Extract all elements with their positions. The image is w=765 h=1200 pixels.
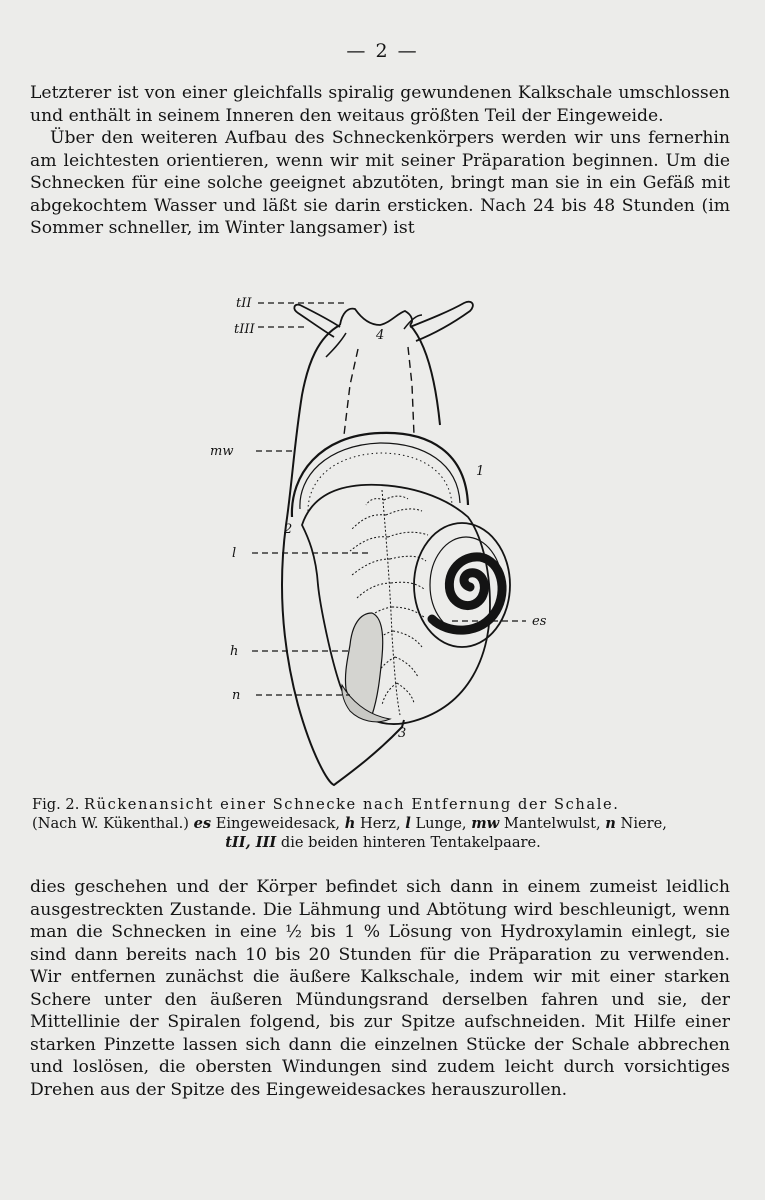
tentacle-upper-right — [410, 302, 473, 341]
caption-text-t: die beiden hinteren Tentakelpaare. — [280, 834, 541, 851]
snail-figure — [200, 285, 560, 790]
paragraph: Letzterer ist von einer gleichfalls spiralig gewundenen Kalkschale umschlossen und enthält in seinem Inneren den weitaus größten Teil der Eingeweide. — [30, 83, 730, 126]
snail-head-right — [410, 325, 440, 425]
midline-dashed — [344, 349, 358, 435]
tentacle-lower-right — [404, 315, 422, 329]
caption-source: (Nach W. Kükenthal.) — [32, 815, 189, 832]
caption-text-n: Niere, — [620, 815, 667, 832]
caption-key-mw: mw — [471, 815, 500, 832]
label-l: l — [232, 546, 237, 561]
shell-spiral — [432, 557, 502, 630]
caption-line-2 — [32, 814, 734, 833]
label-es: es — [532, 614, 547, 629]
paragraph: dies geschehen und der Körper befindet sich dann in einem zumeist leidlich ausgestreckten Zustande. Die Lähmung und Abtötung wird beschleunigt, wenn man die Schnecken in eine ½ bis 1 % Lösung von Hydroxylamin einlegt, sie sind dann bereits nach 10 bis 20 Stunden für die Präparation zu verwenden. Wir entfernen zunächst die äußere Kalkschale, indem wir mit einer starken Schere unter den äußeren Mündungsrand derselben fahren und sie, der Mittellinie der Spiralen folgend, bis zur Spitze aufschneiden. Mit Hilfe einer starken Pinzette lassen sich dann die einzelnen Stücke der Schale abbrechen und loslösen, die obersten Windungen sind zudem leicht durch vorsichtiges Drehen aus der Spitze des Eingeweidesackes herauszurollen. — [30, 877, 730, 1100]
caption-key-h: h — [344, 815, 356, 832]
label-t3: tIII — [234, 322, 255, 337]
caption-key-es: es — [193, 815, 212, 832]
snail-body-outline — [282, 325, 407, 785]
snail-illustration — [200, 285, 560, 790]
label-4: 4 — [376, 328, 385, 343]
label-t2: tII — [236, 296, 252, 311]
tentacle-upper-left — [294, 305, 340, 337]
page-number: — 2 — — [346, 40, 419, 62]
label-h: h — [230, 644, 239, 659]
caption-line-1 — [32, 795, 734, 814]
mantle-rim — [292, 433, 468, 517]
label-n: n — [232, 688, 241, 703]
top-text — [30, 82, 730, 240]
bottom-text — [30, 876, 730, 1101]
paragraph: Über den weiteren Aufbau des Schneckenkörpers werden wir uns fernerhin am leichtesten orientieren, wenn wir mit seiner Präparation beginnen. Um die Schnecken für eine solche geeignet abzutöten, bringt man sie in ein Gefäß mit abgekochtem Wasser und läßt sie darin ersticken. Nach 24 bis 48 Stunden (im Sommer schneller, im Winter langsamer) ist — [30, 128, 730, 238]
caption-text-mw: Mantelwulst, — [503, 815, 601, 832]
caption-line-3 — [32, 833, 734, 852]
caption-fig-number: Fig. 2. — [32, 796, 80, 813]
mantle-dotted — [308, 453, 452, 511]
tentacle-lower-left — [326, 333, 346, 357]
label-mw: mw — [210, 444, 234, 459]
caption-text-l: Lunge, — [415, 815, 467, 832]
caption-key-t: tII, III — [225, 834, 277, 851]
midline-dashed-right — [408, 347, 414, 435]
label-2: 2 — [284, 522, 293, 537]
caption-text-h: Herz, — [359, 815, 401, 832]
caption-key-l: l — [405, 815, 411, 832]
label-3: 3 — [398, 726, 407, 741]
figure-caption — [32, 795, 734, 852]
caption-text-es: Eingeweidesack, — [215, 815, 341, 832]
caption-key-n: n — [605, 815, 616, 832]
snail-head — [340, 309, 412, 325]
caption-title: Rückenansicht einer Schnecke nach Entfernung der Schale. — [83, 796, 620, 813]
label-1: 1 — [476, 464, 485, 479]
